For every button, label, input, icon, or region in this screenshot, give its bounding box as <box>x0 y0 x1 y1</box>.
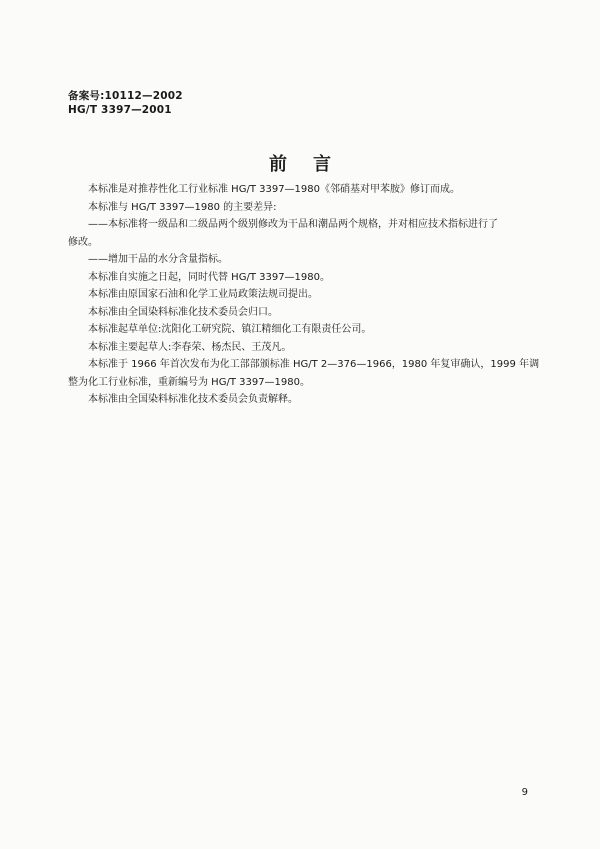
paragraph-continuation: 修改。 <box>68 236 98 248</box>
paragraph: ——增加干品的水分含量指标。 <box>88 254 228 265</box>
paragraph: 本标准由原国家石油和化学工业局政策法规司提出。 <box>88 289 318 300</box>
preface-body <box>68 181 540 409</box>
paragraph: 本标准起草单位:沈阳化工研究院、镇江精细化工有限责任公司。 <box>88 324 372 335</box>
paragraph: 本标准与 HG/T 3397—1980 的主要差异: <box>88 201 277 213</box>
paragraph: 本标准是对推荐性化工行业标准 HG/T 3397—1980《邻硝基对甲苯胺》修订而成。 <box>88 184 461 195</box>
section-title: 前言 <box>269 154 357 175</box>
paragraph: ——本标准将一级品和二级品两个级别修改为干品和潮品两个规格，并对相应技术指标进行了 <box>88 219 498 230</box>
paragraph: 本标准于 1966 年首次发布为化工部部颁标准 HG/T 2—376—1966，1980 年复审确认，1999 年调 <box>88 359 540 370</box>
paragraph: 本标准主要起草人:李春荣、杨杰民、王茂凡。 <box>88 341 292 353</box>
paragraph-continuation: 整为化工行业标准，重新编号为 HG/T 3397—1980。 <box>68 376 311 388</box>
paragraph: 本标准由全国染料标准化技术委员会归口。 <box>88 306 278 318</box>
paragraph: 本标准由全国染料标准化技术委员会负责解释。 <box>88 394 298 405</box>
paragraph: 本标准自实施之日起，同时代替 HG/T 3397—1980。 <box>88 271 331 283</box>
record-number: 备案号:10112—2002 <box>68 90 183 102</box>
standard-number: HG/T 3397—2001 <box>68 104 172 116</box>
page-number: 9 <box>521 787 528 798</box>
